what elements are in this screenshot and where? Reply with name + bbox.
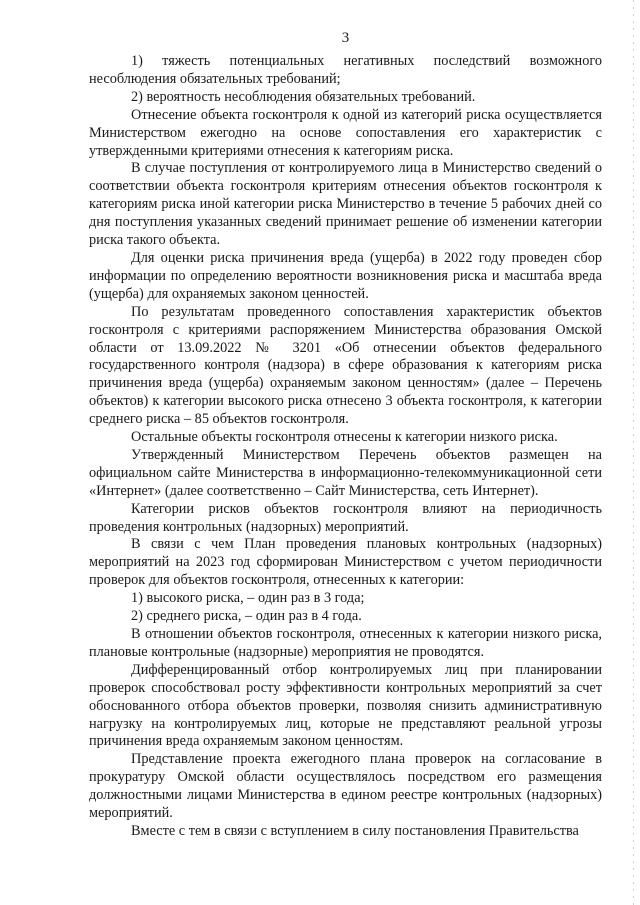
paragraph-criterion-severity: 1) тяжесть потенциальных негативных последствий возможного несоблюдения обязательных требований; bbox=[89, 53, 602, 87]
paragraph-low-risk-no-inspections: В отношении объектов госконтроля, отнесенных к категории низкого риска, плановые контрольные (надзорные) мероприятия не проводятся. bbox=[89, 626, 602, 660]
paragraph-prosecutor-approval: Представление проекта ежегодного плана проверок на согласование в прокуратуру Омской области осуществлялось посредством его размещения должностными лицами Министерства в едином реестре контрольных (надзорных) мероприятий. bbox=[89, 751, 602, 822]
paragraph-risk-assessment-2022: Для оценки риска причинения вреда (ущерба) в 2022 году проведен сбор информации по определению вероятности возникновения риска и масштаба вреда (ущерба) для охраняемых законом ценностей. bbox=[89, 249, 602, 302]
paragraph-periodicity: Категории рисков объектов госконтроля влияют на периодичность проведения контрольных (надзорных) мероприятий. bbox=[89, 500, 602, 535]
list-item-high-risk: 1) высокого риска, – один раз в 3 года; bbox=[131, 590, 365, 607]
paragraph-criterion-probability: 2) вероятность несоблюдения обязательных требований. bbox=[131, 88, 476, 105]
paragraph-plan-2023: В связи с чем План проведения плановых контрольных (надзорных) мероприятий на 2023 год сформирован Министерством с учетом периодичности проверок для объектов госконтроля, отнесенных к категории: bbox=[89, 536, 602, 589]
paragraph-list-published: Утвержденный Министерством Перечень объектов размещен на официальном сайте Министерства в информационно-телекоммуникационной сети «Интернет» (далее соответственно – Сайт Министерства, сеть Интернет). bbox=[89, 446, 602, 499]
list-item-medium-risk: 2) среднего риска, – один раз в 4 года. bbox=[131, 608, 362, 625]
document-body bbox=[89, 53, 602, 841]
paragraph-government-decree: Вместе с тем в связи с вступлением в силу постановления Правительства bbox=[131, 822, 579, 839]
paragraph-risk-assignment: Отнесение объекта госконтроля к одной из категорий риска осуществляется Министерством ежегодно на основе сопоставления его характеристик с утвержденными критериями отнесения к категориям риска. bbox=[89, 106, 602, 159]
scan-edge-line bbox=[633, 0, 634, 905]
paragraph-category-change: В случае поступления от контролируемого лица в Министерство сведений о соответствии объекта госконтроля критериям отнесения объектов госконтроля к категориям риска иной категории риска Министерство в течение 5 рабочих дней со дня поступления указанных сведений принимает решение об изменении категории риска такого объекта. bbox=[89, 160, 602, 249]
paragraph-comparison-results: По результатам проведенного сопоставления характеристик объектов госконтроля с критериями распоряжением Министерства образования Омской области от 13.09.2022 № 3201 «Об отнесении объектов федерального государственного контроля (надзора) в сфере образования к категориям риска причинения вреда (ущерба) охраняемым законом ценностям» (далее – Перечень объектов) к категории высокого риска отнесено 3 объекта госконтроля, к категории среднего риска – 85 объектов госконтроля. bbox=[89, 303, 602, 428]
paragraph-differentiated-selection: Дифференцированный отбор контролируемых лиц при планировании проверок способствовал росту эффективности контрольных мероприятий за счет обоснованного отбора объектов проверки, позволяя снизить административную нагрузку на контролируемых лиц, которые не представляют реальной угрозы причинения вреда охраняемым законом ценностям. bbox=[89, 661, 602, 750]
page-number: 3 bbox=[341, 30, 350, 46]
paragraph-low-risk: Остальные объекты госконтроля отнесены к категории низкого риска. bbox=[131, 429, 558, 446]
